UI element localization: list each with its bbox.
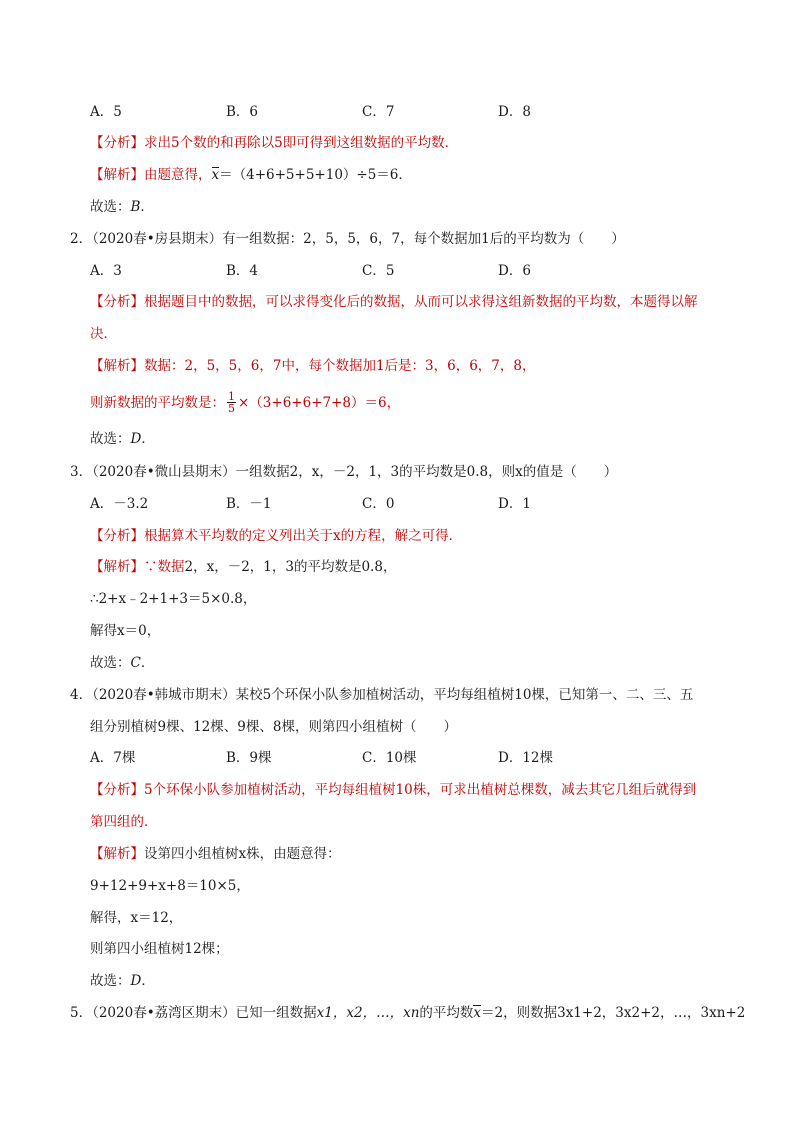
q1-solution-pre: 由题意得， (144, 167, 212, 183)
q3-step1: ∴2+x﹣2+1+3＝5×0.8， (90, 591, 257, 607)
q4-option-a: A．7棵 (90, 750, 136, 766)
q1-solution-post: ＝（4+6+5+5+10）÷5＝6． (219, 167, 412, 183)
q1-options (90, 103, 634, 121)
q3-stem: 3．（2020春•微山县期末）一组数据2，x，－2，1，3的平均数是0.8，则x的值是（ ） (70, 464, 618, 480)
q3-option-c: C．0 (362, 496, 395, 512)
q3-answer: 故选：C． (90, 655, 155, 671)
q3-answer-letter: C (130, 655, 141, 671)
solution-tag: 【解析】 (90, 358, 144, 374)
q3-option-a: A．－3.2 (90, 496, 149, 512)
q4-option-d: D．12棵 (498, 750, 554, 766)
solution-tag: 【解析】 (90, 846, 144, 862)
q2-stem: 2．（2020春•房县期末）有一组数据：2，5，5，6，7，每个数据加1后的平均数为（ ） (70, 231, 625, 247)
q4-step2: 解得，x＝12， (90, 910, 183, 926)
q2-analysis: 【分析】根据题目中的数据，可以求得变化后的数据，从而可以求得这组新数据的平均数，本题得以解 (90, 294, 698, 310)
q1-answer: 故选：B． (90, 199, 154, 215)
q2-analysis-cont: 决． (90, 326, 117, 342)
q4-option-c: C．10棵 (362, 750, 417, 766)
q4-options (90, 749, 634, 767)
q2-answer: 故选：D． (90, 431, 155, 447)
q1-solution (90, 166, 412, 184)
q4-answer: 故选：D． (90, 973, 155, 989)
q1-option-d: D．8 (498, 104, 531, 120)
analysis-tag: 【分析】 (90, 528, 144, 544)
solution-tag: 【解析】 (90, 167, 144, 183)
q1-analysis (90, 134, 458, 152)
analysis-tag: 【分析】 (90, 782, 144, 798)
mean-symbol: x (473, 1005, 482, 1021)
q1-option-a: A．5 (90, 104, 122, 120)
q2-answer-letter: D (130, 431, 142, 447)
fraction: $\frac{1}{5}$ (228, 390, 235, 415)
q3-option-d: D．1 (498, 496, 531, 512)
q4-step1: 9+12+9+x+8＝10×5， (90, 878, 250, 894)
q2-step: 则新数据的平均数是： $\frac{1}{5}$ ×（3+6+6+7+8）＝6， (90, 390, 401, 415)
q4-step3: 则第四小组植树12棵； (90, 941, 229, 957)
q4-solution: 【解析】设第四小组植树x株，由题意得： (90, 846, 341, 862)
q4-analysis: 【分析】5个环保小队参加植树活动，平均每组植树10株，可求出植树总棵数，减去其它几组后就得到 (90, 782, 697, 798)
q4-stem: 4．（2020春•韩城市期末）某校5个环保小队参加植树活动，平均每组植树10棵，已知第一、二、三、五 (70, 687, 694, 703)
q1-option-c: C．7 (362, 104, 395, 120)
mean-symbol: x (211, 167, 220, 183)
q2-solution: 【解析】数据：2，5，5，6，7中，每个数据加1后是：3，6，6，7，8， (90, 358, 536, 374)
q4-answer-letter: D (130, 973, 142, 989)
q2-option-d: D．6 (498, 263, 531, 279)
q1-analysis-text: 求出5个数的和再除以5即可得到这组数据的平均数． (144, 135, 459, 151)
q1-answer-letter: B (130, 199, 141, 215)
q2-option-c: C．5 (362, 263, 395, 279)
q3-analysis: 【分析】根据算术平均数的定义列出关于x的方程，解之可得． (90, 528, 463, 544)
q3-option-b: B．－1 (226, 496, 272, 512)
analysis-tag: 【分析】 (90, 135, 144, 151)
q3-options (90, 495, 634, 513)
q5-transformed-data: 3x1+2，3x2+2，…，3xn+2 (557, 1005, 746, 1021)
q4-option-b: B．9棵 (226, 750, 272, 766)
q2-options (90, 262, 634, 280)
q5-variables: x1，x2，…，xn (316, 1005, 420, 1021)
q3-step2: 解得x＝0， (90, 623, 161, 639)
solution-tag: 【解析】 (90, 559, 144, 575)
q2-option-a: A．3 (90, 263, 122, 279)
q1-option-b: B．6 (226, 104, 259, 120)
q3-solution: 【解析】∵数据2，x，－2，1，3的平均数是0.8， (90, 559, 397, 575)
q5-stem: 5．（2020春•荔湾区期末）已知一组数据x1，x2，…，xn的平均数x＝2，则数据3x1+2，3x2+2，…，3xn+2 (70, 1005, 746, 1021)
q4-analysis-cont: 第四组的． (90, 814, 158, 830)
q2-option-b: B．4 (226, 263, 259, 279)
q4-stem-cont: 组分别植树9棵、12棵、9棵、8棵，则第四小组植树（ ） (90, 719, 457, 735)
analysis-tag: 【分析】 (90, 294, 144, 310)
